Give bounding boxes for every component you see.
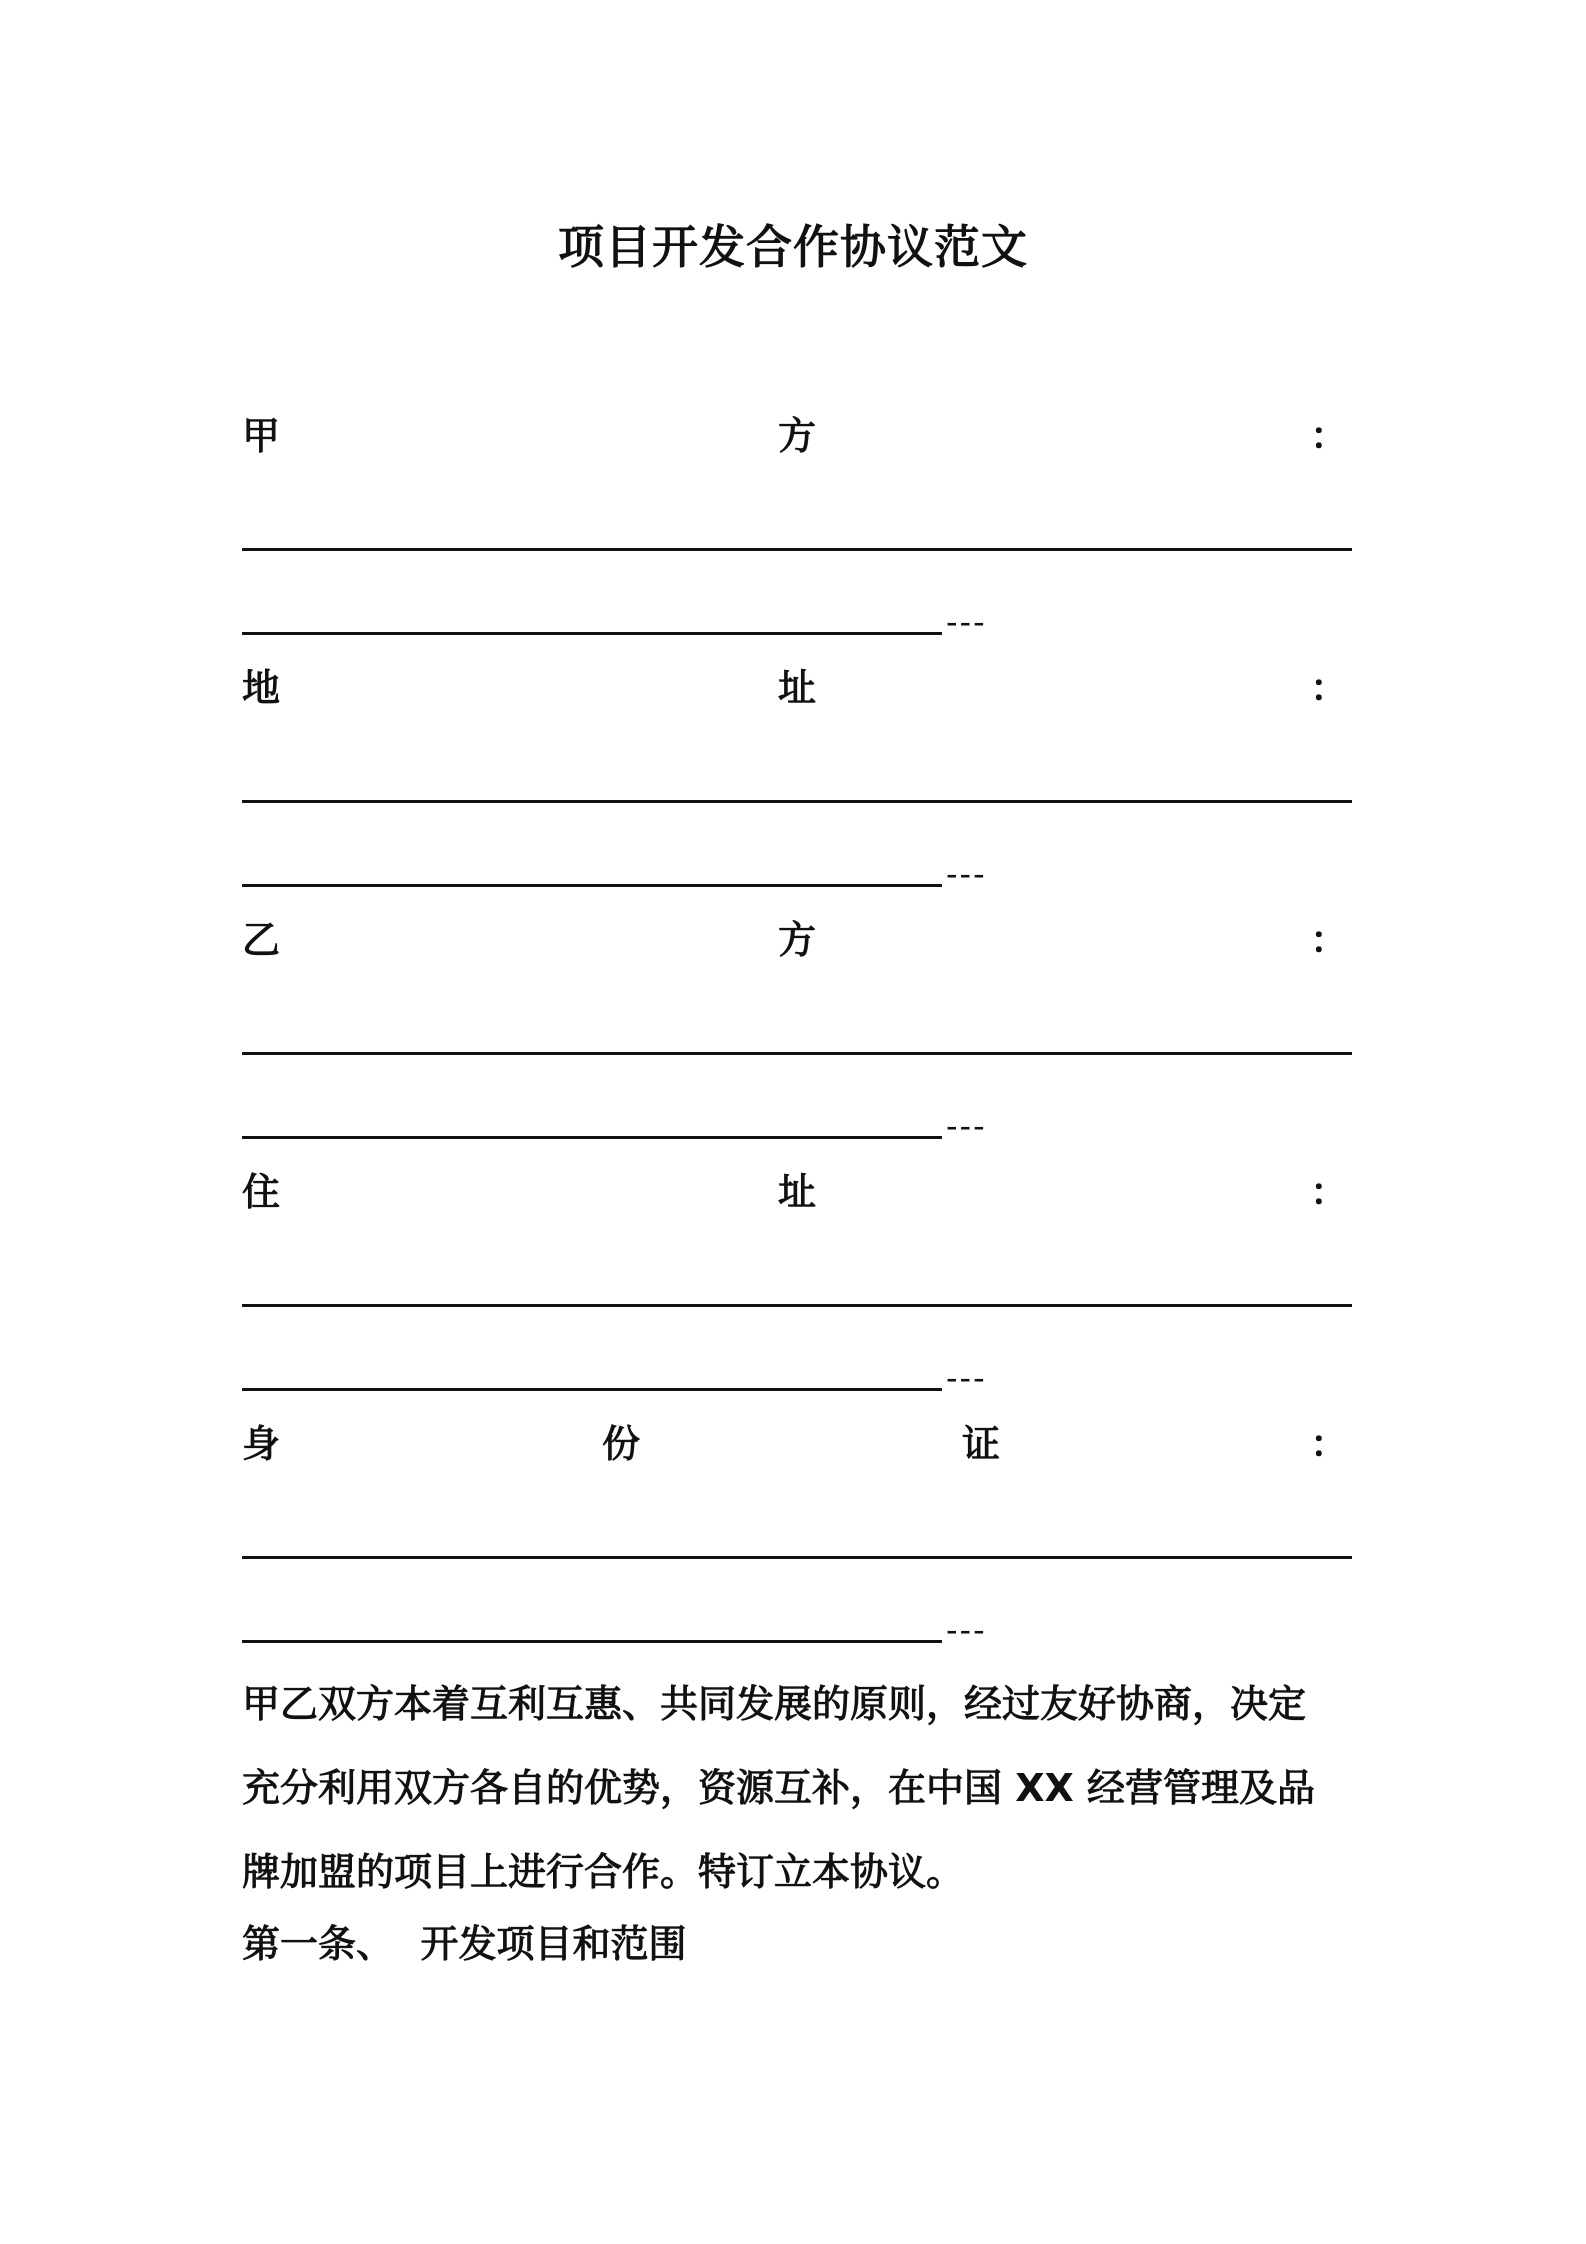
fill-line[interactable]	[242, 1052, 1352, 1055]
field-label	[242, 1414, 1352, 1474]
fill-line[interactable]	[242, 800, 1352, 803]
fill-line-tail: ---	[946, 603, 987, 641]
paragraph-line: 充分利用双方各自的优势，资源互补，在中国 XX 经营管理及品	[242, 1766, 1316, 1810]
label-char: 甲	[242, 414, 281, 458]
address-a-field	[242, 658, 1352, 893]
fill-line[interactable]	[242, 1556, 1352, 1559]
paragraph-line: 牌加盟的项目上进行合作。特订立本协议。	[242, 1850, 965, 1894]
paragraph-line: 甲乙双方本着互利互惠、共同发展的原则，经过友好协商，决定	[242, 1682, 1307, 1726]
label-char: 方	[778, 414, 817, 458]
label-char: 份	[602, 1422, 641, 1466]
label-char: 乙	[242, 918, 281, 962]
id-card-field	[242, 1414, 1352, 1649]
label-char: 地	[242, 666, 281, 710]
label-char: 身	[242, 1422, 281, 1466]
fill-line-tail: ---	[946, 1107, 987, 1145]
label-colon: ：	[1310, 918, 1349, 962]
address-b-field	[242, 1162, 1352, 1397]
article-heading: 第一条、 开发项目和范围	[242, 1922, 687, 1966]
label-char: 址	[778, 1170, 817, 1214]
fill-line[interactable]	[242, 548, 1352, 551]
label-char: 址	[778, 666, 817, 710]
fill-line[interactable]	[242, 1388, 942, 1391]
label-colon: ：	[1310, 1422, 1349, 1466]
fill-line[interactable]	[242, 884, 942, 887]
fill-line[interactable]	[242, 1304, 1352, 1307]
label-char: 住	[242, 1170, 281, 1214]
fill-line-tail: ---	[946, 855, 987, 893]
label-char: 方	[778, 918, 817, 962]
intro-paragraph	[242, 1662, 1358, 1914]
label-colon: ：	[1310, 414, 1349, 458]
field-label	[242, 1162, 1352, 1222]
label-char: 证	[962, 1422, 1001, 1466]
fill-line[interactable]	[242, 1640, 942, 1643]
party-b-field	[242, 910, 1352, 1145]
field-label	[242, 910, 1352, 970]
fill-line[interactable]	[242, 1136, 942, 1139]
document-title: 项目开发合作协议范文	[558, 220, 1028, 274]
fill-line-tail: ---	[946, 1359, 987, 1397]
fill-line[interactable]	[242, 632, 942, 635]
label-colon: ：	[1310, 666, 1349, 710]
fill-line-tail: ---	[946, 1611, 987, 1649]
party-a-field	[242, 406, 1352, 641]
field-label	[242, 658, 1352, 718]
label-colon: ：	[1310, 1170, 1349, 1214]
field-label	[242, 406, 1352, 466]
